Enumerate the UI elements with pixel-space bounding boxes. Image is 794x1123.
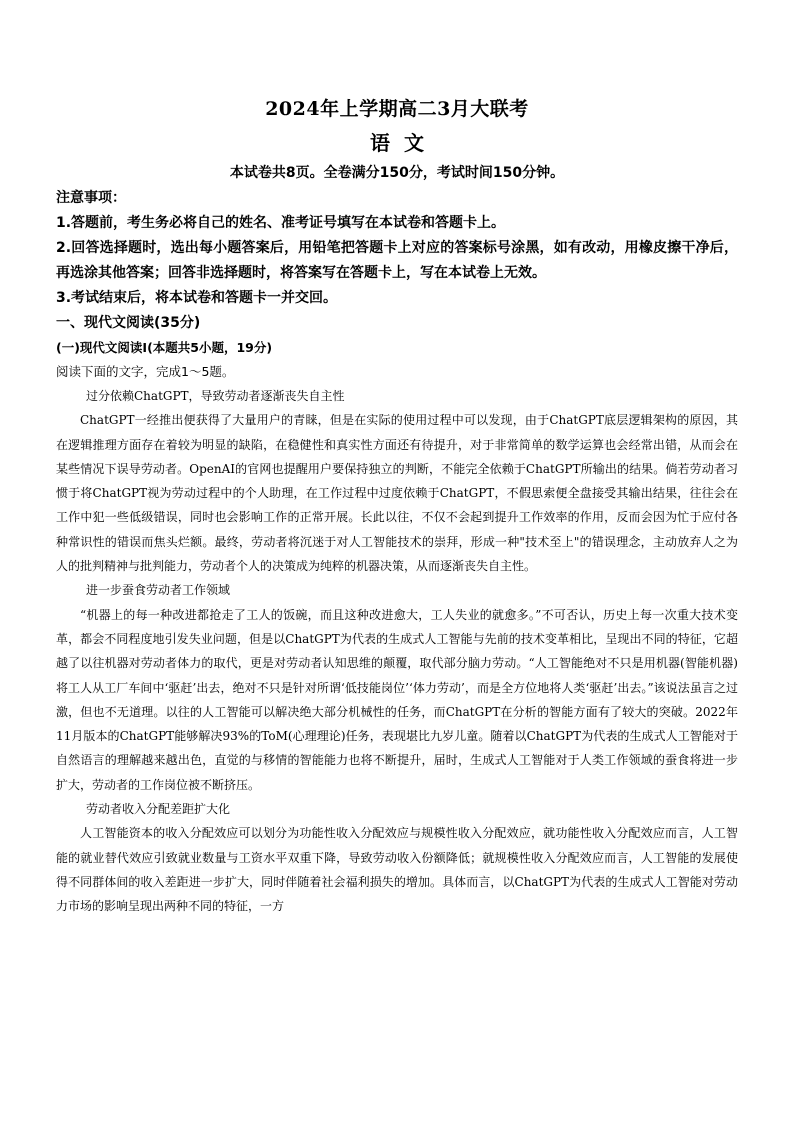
article-paragraph-1: ChatGPT一经推出便获得了大量用户的青睐，但是在实际的使用过程中可以发现，由于ChatGPT底层逻辑架构的原因，其在逻辑推理方面存在着较为明显的缺陷，在稳健性和真实性方面还有待提升，对于非常简单的数学运算也会经常出错，从而会在某些情况下误导劳动者。OpenAI的官网也提醒用户要保持独立的判断，不能完全依赖于ChatGPT所输出的结果。倘若劳动者习惯于将ChatGPT视为劳动过程中的个人助理，在工作过程中过度依赖于ChatGPT，不假思索便全盘接受其输出结果，往往会在工作中犯一些低级错误，同时也会影响工作的正常开展。长此以往，不仅不会起到提升工作效率的作用，反而会因为忙于应付各种常识性的错误而焦头烂额。最终，劳动者将沉迷于对人工智能技术的崇拜，形成一种"技术至上"的错误理念，主动放弃人之为人的批判精神与批判能力，劳动者个人的决策成为纯粹的机器决策，从而逐渐丧失自主性。 <box>56 413 738 574</box>
reading-instruction: 阅读下面的文字，完成1～5题。 <box>56 364 235 379</box>
article-subheading-1: 过分依赖ChatGPT，导致劳动者逐渐丧失自主性 <box>86 389 345 403</box>
exam-page <box>56 92 738 919</box>
article-body <box>56 384 738 919</box>
notice-heading: 注意事项： <box>56 190 126 206</box>
subsection-heading: (一)现代文阅读Ⅰ(本题共5小题，19分) <box>56 340 273 355</box>
notice-block <box>56 186 738 311</box>
subject-title: 语文 <box>370 131 438 155</box>
article-paragraph-3: 人工智能资本的收入分配效应可以划分为功能性收入分配效应与规模性收入分配效应，就功能性收入分配效应而言，人工智能的就业替代效应引致就业数量与工资水平双重下降，导致劳动收入份额降低；就规模性收入分配效应而言，人工智能的发展使得不同群体间的收入差距进一步扩大，同时伴随着社会福利损失的增加。具体而言，以ChatGPT为代表的生成式人工智能对劳动力市场的影响呈现出两种不同的特征，一方 <box>56 826 738 914</box>
notice-item-1: 1.答题前，考生务必将自己的姓名、准考证号填写在本试卷和答题卡上。 <box>56 215 506 231</box>
article-paragraph-2: “机器上的每一种改进都抢走了工人的饭碗，而且这种改进愈大，工人失业的就愈多。”不可否认，历史上每一次重大技术变革，都会不同程度地引发失业问题，但是以ChatGPT为代表的生成式人工智能与先前的技术变革相比，呈现出不同的特征，它超越了以往机器对劳动者体力的取代，更是对劳动者认知思维的颠覆，取代部分脑力劳动。“人工智能绝对不只是用机器(智能机器)将工人从工厂车间中‘驱赶’出去，绝对不只是针对所谓‘低技能岗位’‘体力劳动’，而是全方位地将人类‘驱赶’出去。”该说法虽言之过激，但也不无道理。以往的人工智能可以解决绝大部分机械性的任务，而ChatGPT在分析的智能方面有了较大的突破。2022年11月版本的ChatGPT能够解决93%的ToM(心理理论)任务，表现堪比九岁儿童。随着以ChatGPT为代表的生成式人工智能对于自然语言的理解越来越出色，直觉的与移情的智能能力也将不断提升，届时，生成式人工智能对于人类工作领域的蚕食将进一步扩大，劳动者的工作岗位被不断挤压。 <box>56 607 738 792</box>
exam-intro: 本试卷共8页。全卷满分150分，考试时间150分钟。 <box>229 165 565 181</box>
section-heading: 一、现代文阅读(35分) <box>56 315 201 331</box>
notice-item-2: 2.回答选择题时，选出每小题答案后，用铅笔把答题卡上对应的答案标号涂黑，如有改动，用橡皮擦干净后，再选涂其他答案；回答非选择题时，将答案写在答题卡上，写在本试卷上无效。 <box>56 240 738 281</box>
article-subheading-2: 进一步蚕食劳动者工作领域 <box>86 583 231 598</box>
article-subheading-3: 劳动者收入分配差距扩大化 <box>86 802 231 817</box>
exam-title: 2024年上学期高二3月大联考 <box>265 98 529 120</box>
notice-item-3: 3.考试结束后，将本试卷和答题卡一并交回。 <box>56 290 338 306</box>
